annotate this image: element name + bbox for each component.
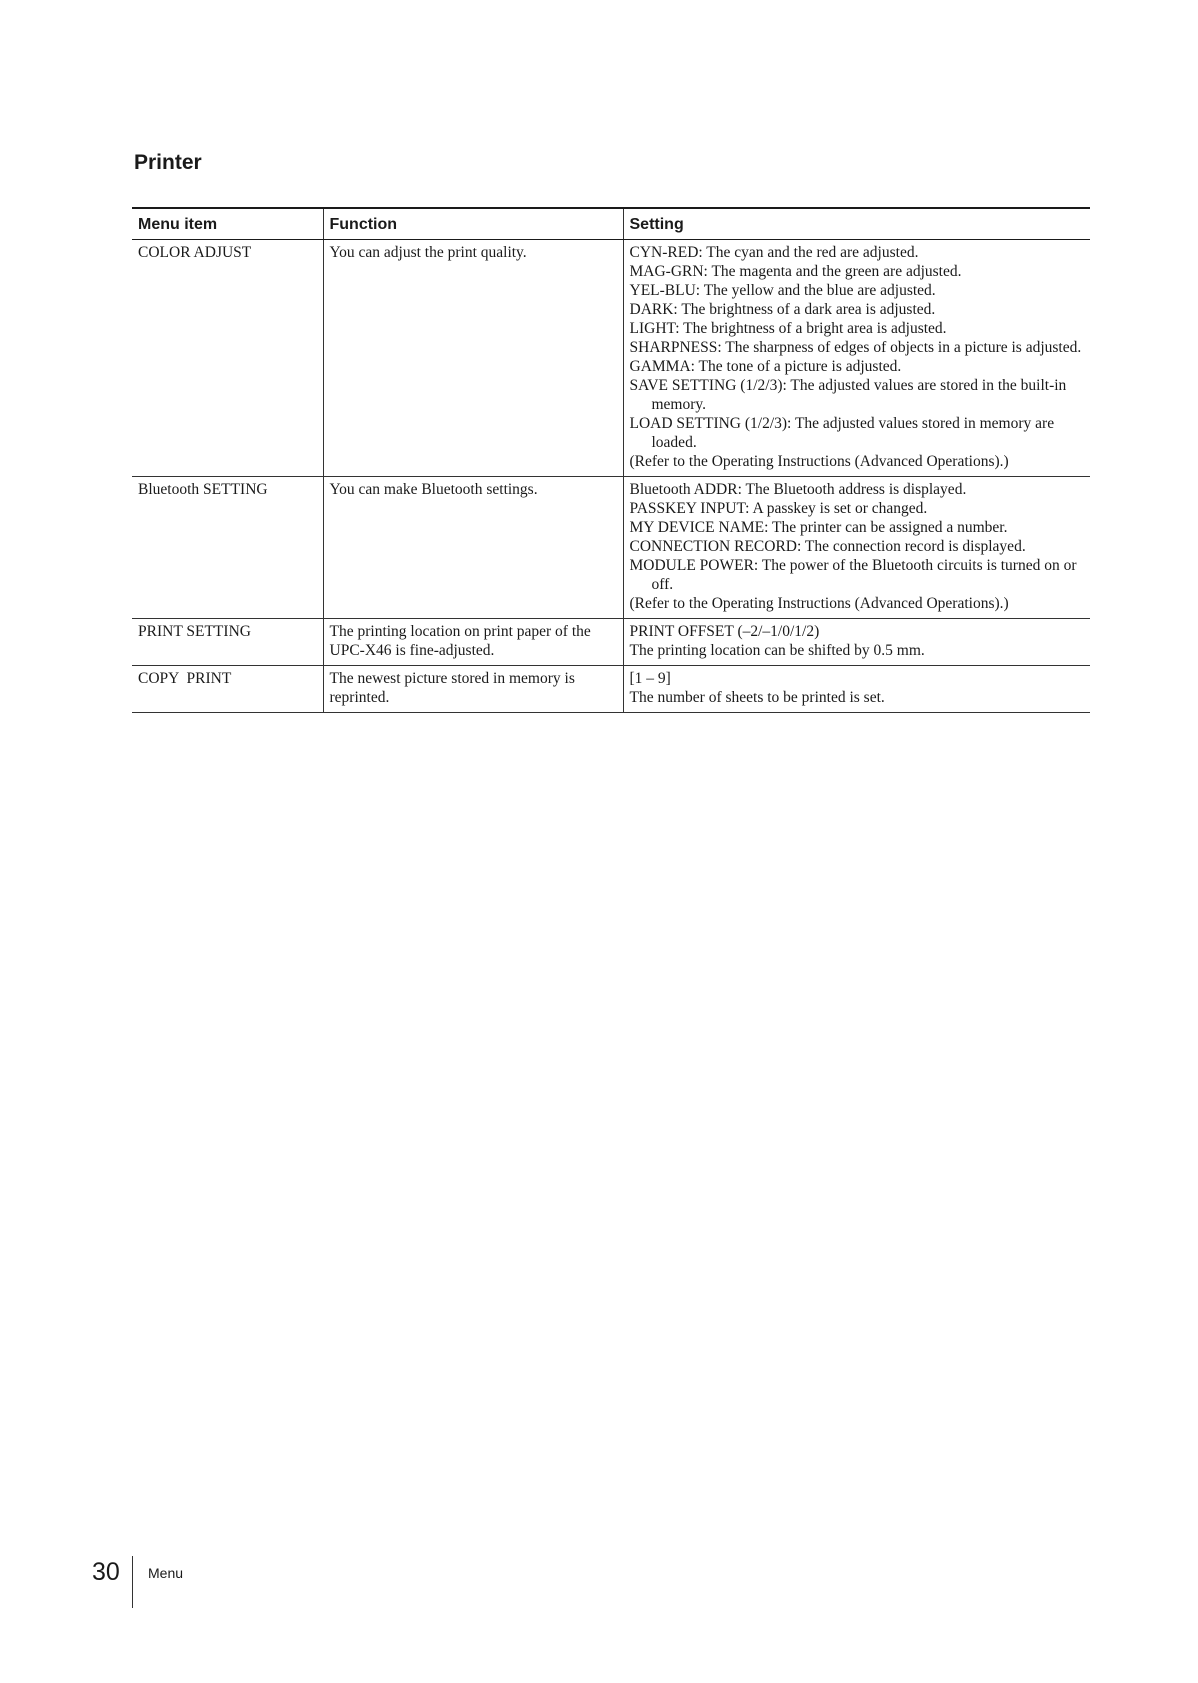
footer-divider xyxy=(132,1556,133,1608)
setting-line: CONNECTION RECORD: The connection record is displayed. xyxy=(629,538,1026,555)
header-setting: Setting xyxy=(623,208,1090,240)
setting-line: MODULE POWER: The power of the Bluetooth circuits is turned on or off. xyxy=(629,557,1077,593)
setting-cell xyxy=(623,477,1090,619)
printer-menu-table xyxy=(132,207,1090,713)
function-cell: The printing location on print paper of the UPC-X46 is fine-adjusted. xyxy=(323,619,623,666)
setting-line: PRINT OFFSET (–2/–1/0/1/2) xyxy=(629,623,820,640)
setting-line: The printing location can be shifted by 0.5 mm. xyxy=(629,642,925,659)
table-row xyxy=(132,666,1090,713)
setting-line: Bluetooth ADDR: The Bluetooth address is displayed. xyxy=(629,481,967,498)
setting-line: SAVE SETTING (1/2/3): The adjusted values are stored in the built-in memory. xyxy=(629,377,1067,413)
setting-line: LIGHT: The brightness of a bright area is adjusted. xyxy=(629,320,947,337)
setting-line: CYN-RED: The cyan and the red are adjusted. xyxy=(629,244,919,261)
setting-line: MAG-GRN: The magenta and the green are adjusted. xyxy=(629,263,962,280)
setting-line: (Refer to the Operating Instructions (Advanced Operations).) xyxy=(629,595,1009,612)
setting-line: DARK: The brightness of a dark area is adjusted. xyxy=(629,301,936,318)
menu-item-label: COPY PRINT xyxy=(138,670,232,687)
function-cell: You can make Bluetooth settings. xyxy=(323,477,623,619)
function-cell: The newest picture stored in memory is reprinted. xyxy=(323,666,623,713)
page-number: 30 xyxy=(92,1558,120,1586)
setting-line: LOAD SETTING (1/2/3): The adjusted values stored in memory are loaded. xyxy=(629,415,1055,451)
setting-line: YEL-BLU: The yellow and the blue are adjusted. xyxy=(629,282,936,299)
table-row xyxy=(132,477,1090,619)
setting-line: (Refer to the Operating Instructions (Advanced Operations).) xyxy=(629,453,1009,470)
menu-item-cell: Bluetooth SETTING xyxy=(132,477,323,619)
setting-line: The number of sheets to be printed is set. xyxy=(629,689,885,706)
setting-line: PASSKEY INPUT: A passkey is set or changed. xyxy=(629,500,928,517)
setting-cell xyxy=(623,619,1090,666)
setting-line: SHARPNESS: The sharpness of edges of objects in a picture is adjusted. xyxy=(629,339,1082,356)
setting-cell xyxy=(623,240,1090,477)
table-row xyxy=(132,240,1090,477)
setting-line: MY DEVICE NAME: The printer can be assigned a number. xyxy=(629,519,1008,536)
table-row xyxy=(132,619,1090,666)
header-function: Function xyxy=(323,208,623,240)
section-name: Menu xyxy=(148,1565,184,1581)
function-cell: You can adjust the print quality. xyxy=(323,240,623,477)
table-header-row xyxy=(132,208,1090,240)
header-menu-item: Menu item xyxy=(132,208,323,240)
setting-cell xyxy=(623,666,1090,713)
menu-item-cell xyxy=(132,666,323,713)
menu-item-cell: COLOR ADJUST xyxy=(132,240,323,477)
page-title: Printer xyxy=(134,151,202,174)
setting-line: [1 – 9] xyxy=(629,670,671,687)
menu-item-cell: PRINT SETTING xyxy=(132,619,323,666)
setting-line: GAMMA: The tone of a picture is adjusted. xyxy=(629,358,902,375)
